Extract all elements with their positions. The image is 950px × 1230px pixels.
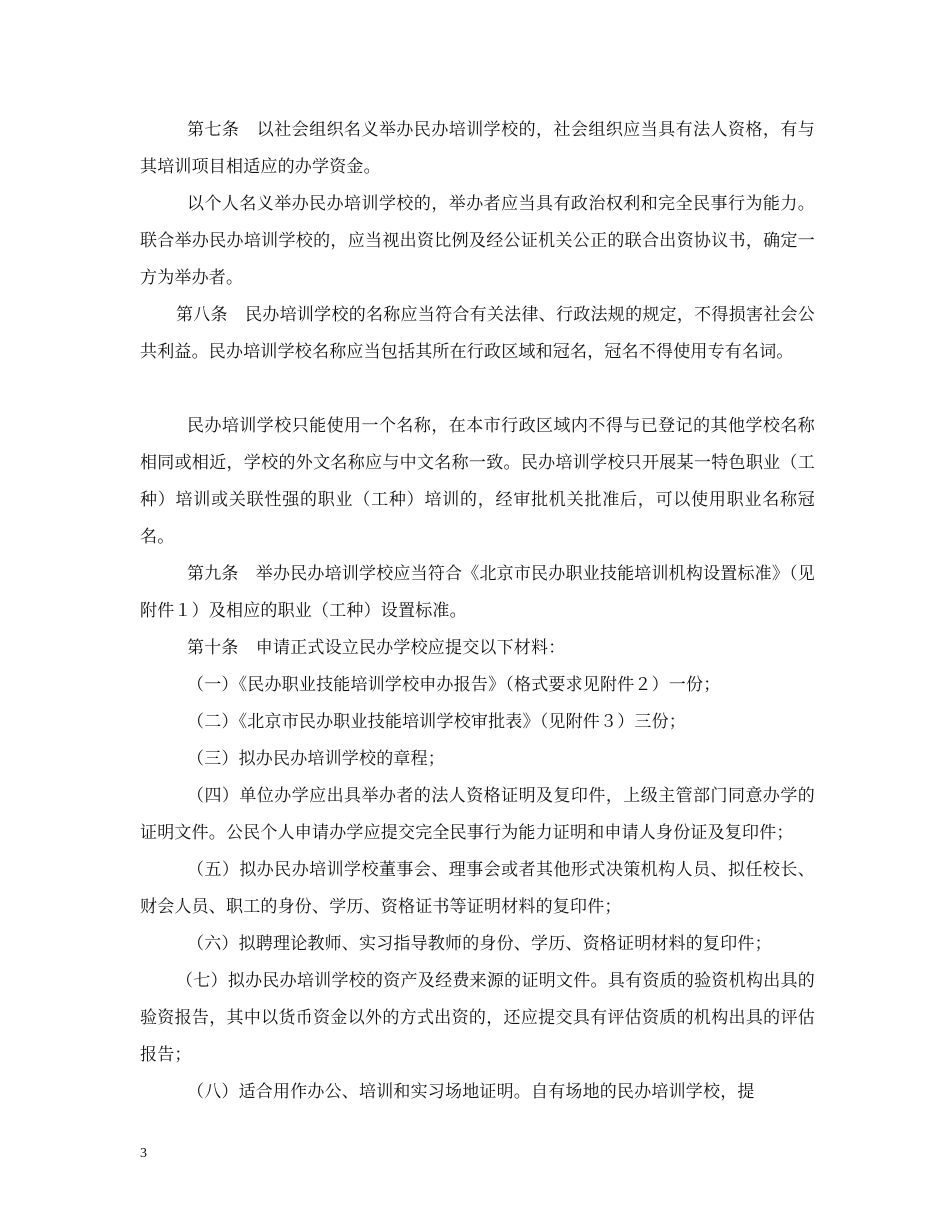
- paragraph-article-7: 第七条 以社会组织名义举办民办培训学校的，社会组织应当具有法人资格，有与其培训项目相适应的办学资金。: [140, 120, 815, 177]
- paragraph-article-9: 第九条 举办民办培训学校应当符合《北京市民办职业技能培训机构设置标准》（见附件１）及相应的职业（工种）设置标准。: [140, 564, 815, 621]
- paragraph-article-8-name: 民办培训学校只能使用一个名称，在本市行政区域内不得与已登记的其他学校名称相同或相近，学校的外文名称应与中文名称一致。民办培训学校只开展某一特色职业（工种）培训或关联性强的职业（工种）培训的，经审批机关批准后，可以使用职业名称冠名。: [140, 416, 815, 547]
- list-item-5: （五）拟办民办培训学校董事会、理事会或者其他形式决策机构人员、拟任校长、财会人员、职工的身份、学历、资格证书等证明材料的复印件；: [140, 860, 815, 917]
- list-item-1: （一）《民办职业技能培训学校申办报告》（格式要求见附件２）一份；: [187, 675, 721, 695]
- list-item-2: （二）《北京市民办职业技能培训学校审批表》（见附件３）三份；: [187, 712, 686, 732]
- list-item-4: （四）单位办学应出具举办者的法人资格证明及复印件，上级主管部门同意办学的证明文件。公民个人申请办学应提交完全民事行为能力证明和申请人身份证及复印件；: [140, 786, 815, 843]
- paragraph-article-7-individual: 以个人名义举办民办培训学校的，举办者应当具有政治权利和完全民事行为能力。联合举办民办培训学校的，应当视出资比例及经公证机关公正的联合出资协议书，确定一方为举办者。: [140, 194, 815, 288]
- list-item-6: （六）拟聘理论教师、实习指导教师的身份、学历、资格证明材料的复印件；: [187, 934, 772, 954]
- paragraph-article-8: 第八条 民办培训学校的名称应当符合有关法律、行政法规的规定，不得损害社会公共利益。民办培训学校名称应当包括其所在行政区域和冠名，冠名不得使用专有名词。: [140, 305, 815, 362]
- list-item-8: （八）适合用作办公、培训和实习场地证明。自有场地的民办培训学校，提: [187, 1082, 755, 1102]
- list-item-7: （七）拟办民办培训学校的资产及经费来源的证明文件。具有资质的验资机构出具的验资报告，其中以货币资金以外的方式出资的，还应提交具有评估资质的机构出具的评估报告；: [140, 971, 815, 1065]
- page-number: 3: [140, 1146, 147, 1161]
- paragraph-article-10: 第十条 申请正式设立民办学校应提交以下材料：: [187, 638, 566, 658]
- list-item-3: （三）拟办民办培训学校的章程；: [187, 749, 445, 769]
